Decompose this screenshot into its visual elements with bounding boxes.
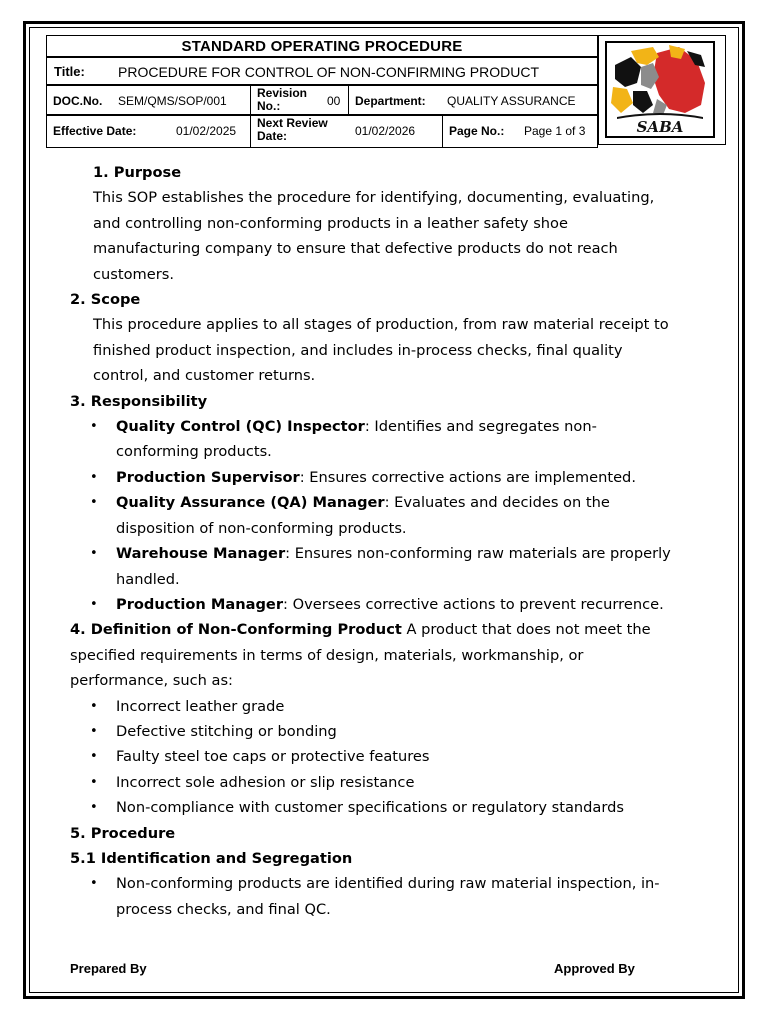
scope-text: This procedure applies to all stages of production, from raw material receipt to finished product inspection, and includes in-process checks, final quality control, and customer returns.	[93, 316, 669, 385]
saba-logo-icon	[607, 43, 713, 136]
purpose-text: This SOP establishes the procedure for identifying, documenting, evaluating, and controlling non-conforming products in a leather safety shoe manufacturing company to ensure that defective products do not reach customers.	[93, 189, 655, 283]
sop-header-table	[46, 35, 598, 148]
header-subject-row	[47, 58, 597, 86]
sop-main-title: STANDARD OPERATING PROCEDURE	[181, 38, 463, 55]
header-doc-row	[47, 86, 597, 116]
company-logo	[605, 41, 715, 138]
department-value: QUALITY ASSURANCE	[447, 94, 576, 108]
revision-cell	[250, 86, 348, 114]
list-item: • Incorrect leather grade	[70, 694, 720, 719]
doc-no-label: DOC.No.	[53, 94, 103, 108]
title-value: PROCEDURE FOR CONTROL OF NON-CONFIRMING PRODUCT	[118, 64, 540, 80]
effective-date-value: 01/02/2025	[176, 124, 237, 138]
revision-label: Revision No.:	[257, 86, 308, 113]
identification-list	[70, 871, 720, 922]
list-item: • Production Manager: Oversees corrective actions to prevent recurrence.	[70, 592, 720, 617]
list-item: • Faulty steel toe caps or protective features	[70, 744, 720, 769]
header-date-row	[47, 116, 597, 147]
next-review-value: 01/02/2026	[355, 124, 416, 138]
approved-by-label: Approved By	[554, 961, 635, 976]
list-item: • Quality Assurance (QA) Manager: Evaluates and decides on the disposition of non-conforming products.	[70, 490, 720, 541]
logo-wordmark: SABA	[636, 118, 684, 136]
effective-date-label: Effective Date:	[53, 124, 137, 138]
prepared-by-label: Prepared By	[70, 961, 147, 976]
definition-heading: 4. Definition of Non-Conforming Product	[70, 621, 402, 639]
definition-paragraph: 4. Definition of Non-Conforming Product A product that does not meet the specified requirements in terms of design, materials, workmanship, or performance, such as:	[70, 621, 651, 690]
title-label: Title:	[54, 64, 85, 79]
list-item: • Production Supervisor: Ensures corrective actions are implemented.	[70, 465, 720, 490]
doc-no-value: SEM/QMS/SOP/001	[118, 94, 227, 108]
page-no-value: Page 1 of 3	[524, 124, 586, 138]
page-no-label: Page No.:	[449, 124, 505, 138]
next-review-cell	[250, 116, 442, 147]
responsibility-heading: 3. Responsibility	[70, 392, 208, 410]
department-cell	[348, 86, 598, 114]
company-logo-frame	[598, 35, 726, 145]
purpose-heading: 1. Purpose	[93, 164, 182, 181]
department-label: Department:	[355, 94, 426, 108]
list-item: • Defective stitching or bonding	[70, 719, 720, 744]
list-item: • Incorrect sole adhesion or slip resistance	[70, 770, 720, 795]
next-review-label: Next Review Date:	[257, 116, 328, 143]
scope-heading: 2. Scope	[70, 291, 141, 309]
list-item: • Warehouse Manager: Ensures non-conforming raw materials are properly handled.	[70, 541, 720, 592]
sop-body	[70, 160, 720, 922]
page-no-cell	[442, 116, 598, 147]
list-item: • Non-conforming products are identified during raw material inspection, in- process checks, and final QC.	[70, 871, 720, 922]
responsibility-list	[70, 414, 720, 617]
header-title-row	[47, 36, 597, 58]
procedure-heading: 5. Procedure	[70, 824, 176, 842]
list-item: • Non-compliance with customer specifications or regulatory standards	[70, 795, 720, 820]
identification-heading: 5.1 Identification and Segregation	[70, 849, 353, 867]
revision-value: 00	[327, 94, 341, 108]
definition-list	[70, 694, 720, 821]
list-item: • Quality Control (QC) Inspector: Identifies and segregates non- conforming products.	[70, 414, 720, 465]
